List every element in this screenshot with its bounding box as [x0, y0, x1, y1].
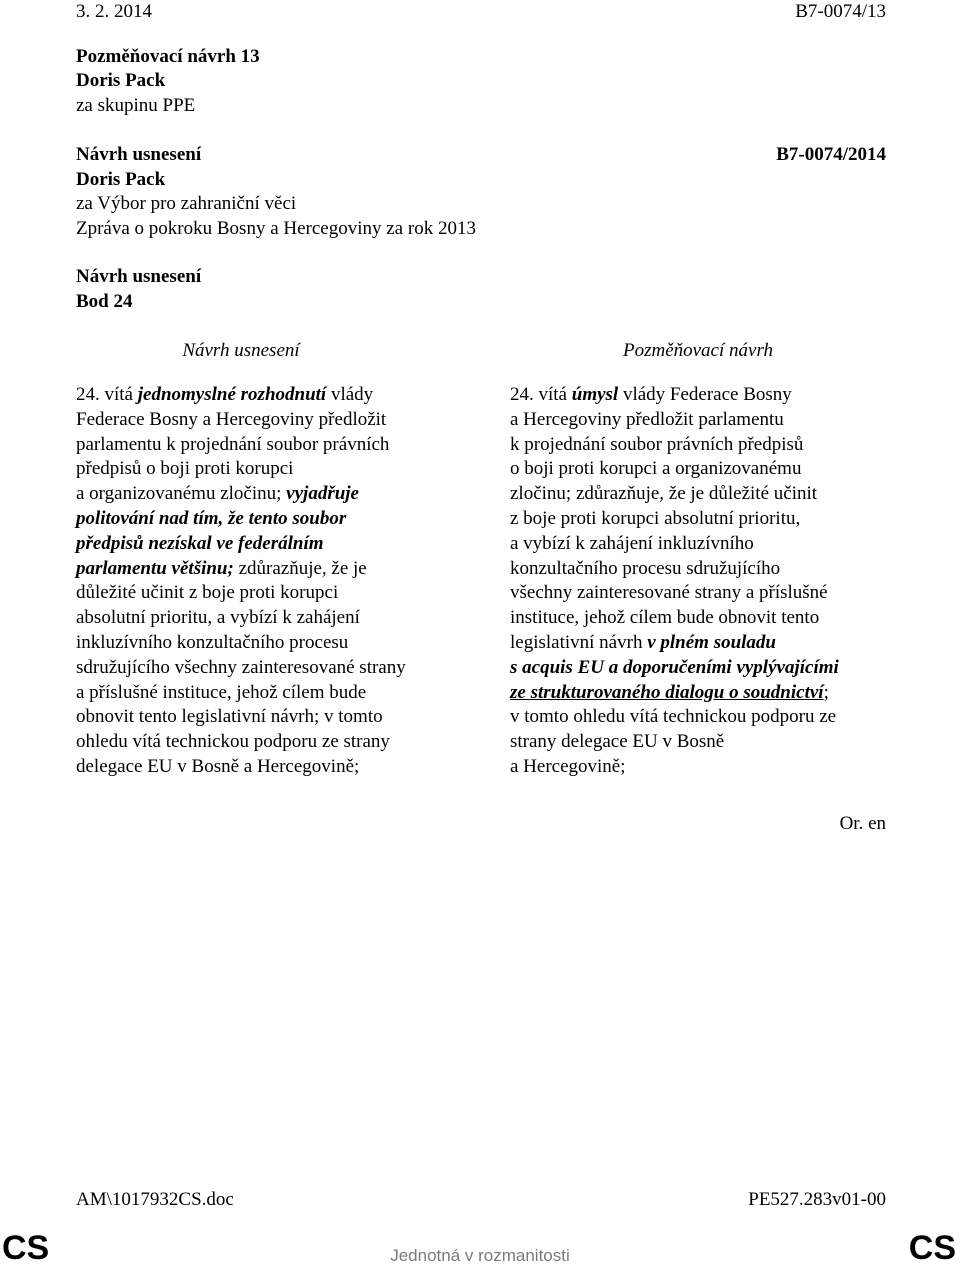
amendment-author: Doris Pack [76, 70, 166, 91]
amendment-group: za skupinu PPE [76, 95, 196, 116]
footer-motto: Jednotná v rozmanitosti [390, 1246, 570, 1265]
header-date: 3. 2. 2014 [76, 1, 152, 22]
original-language: Or. en [839, 813, 886, 834]
target-point: Bod 24 [76, 291, 133, 312]
target-label: Návrh usnesení [76, 266, 202, 287]
resolution-author: Doris Pack [76, 169, 166, 190]
resolution-ref: B7-0074/2014 [776, 144, 886, 165]
right-column-text: 24. vítá úmysl vlády Federace Bosny a Hercegoviny předložit parlamentu k projednání soubor právních předpisů o boji proti korupci a organizovanému zločinu; zdůrazňuje, že je důležité učinit z boje proti korupci absolutní prioritu, a vybízí k zahájení inkluzívního konzultačního procesu sdružujícího všechny zainteresované strany a příslušné instituce, jehož cílem bude obnovit tento legislativní návrh v plném souladu s acquis EU a doporučeními vyplývajícími ze strukturovaného dialogu o soudnictví; v tomto ohledu vítá technickou podporu ze strany delegace EU v Bosně a Hercegovině; [510, 384, 839, 777]
resolution-committee: za Výbor pro zahraniční věci [76, 193, 297, 214]
footer-pe-ref: PE527.283v01-00 [748, 1189, 886, 1210]
resolution-report: Zpráva o pokroku Bosny a Hercegoviny za rok 2013 [76, 218, 476, 239]
right-column-heading: Pozměňovací návrh [622, 340, 774, 361]
left-column-heading: Návrh usnesení [182, 340, 300, 361]
amendment-title: Pozměňovací návrh 13 [76, 46, 260, 67]
header-ref: B7-0074/13 [795, 1, 886, 22]
footer-doc-ref: AM\1017932CS.doc [76, 1189, 234, 1210]
resolution-label: Návrh usnesení [76, 144, 202, 165]
footer-language-left: CS [2, 1229, 50, 1267]
left-column-text: 24. vítá jednomyslné rozhodnutí vlády Federace Bosny a Hercegoviny předložit parlamentu k projednání soubor právních předpisů o boji proti korupci a organizovanému zločinu; vyjadřuje politování nad tím, že tento soubor předpisů nezískal ve federálním parlamentu většinu; zdůrazňuje, že je důležité učinit z boje proti korupci absolutní prioritu, a vybízí k zahájení inkluzívního konzultačního procesu sdružujícího všechny zainteresované strany a příslušné instituce, jehož cílem bude obnovit tento legislativní návrh; v tomto ohledu vítá technickou podporu ze strany delegace EU v Bosně a Hercegovině; [76, 384, 406, 777]
footer-language-right: CS [908, 1229, 956, 1267]
